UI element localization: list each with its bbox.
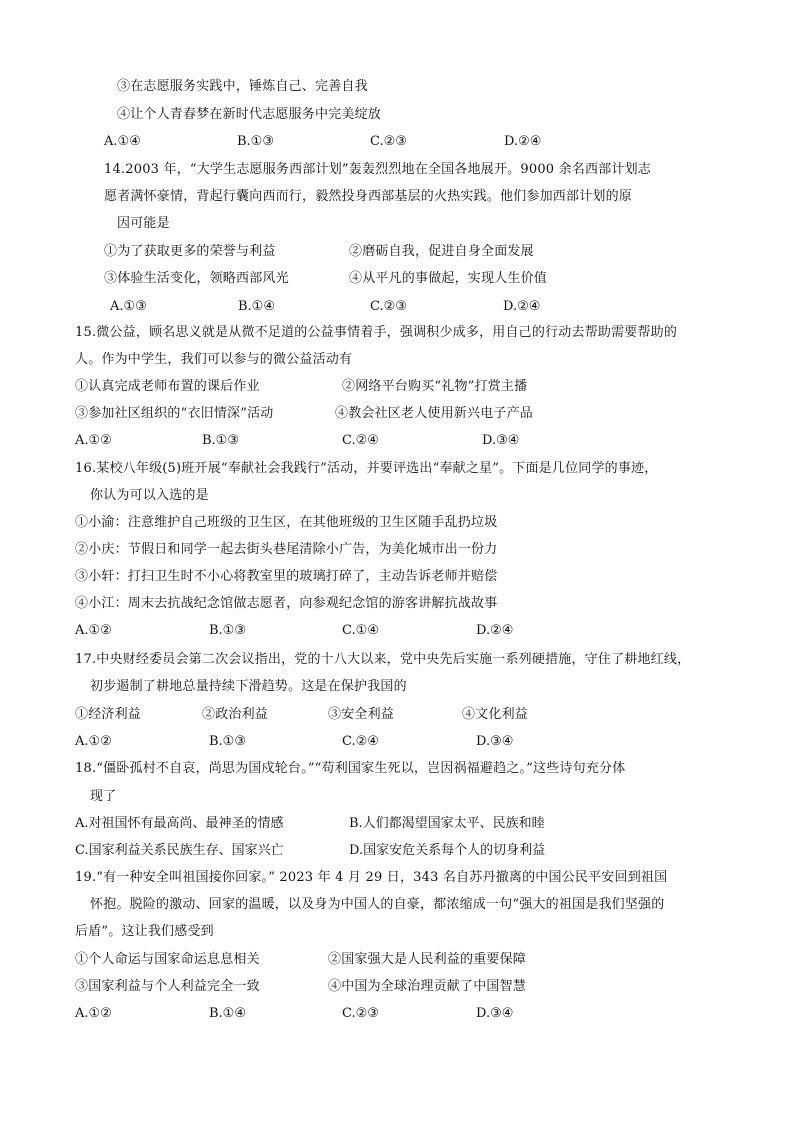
q14-item-4: ④从平凡的事做起，实现人生价值 [349, 271, 548, 286]
q17-item-3: ③安全利益 [328, 707, 395, 722]
q16-stem-line-2: 你认为可以入选的是 [90, 488, 209, 503]
q14-option-a: A.①③ [110, 299, 147, 314]
q18-option-c: C.国家利益关系民族生存、国家兴亡 [75, 843, 284, 858]
q19-item-1: ①个人命运与国家命运息息相关 [75, 952, 260, 967]
q19-option-b: B.①④ [209, 1006, 246, 1021]
q19-option-d: D.③④ [476, 1006, 514, 1021]
q17-stem-line-1: 17.中央财经委员会第二次会议指出，党的十八大以来，党中央先后实施一系列硬措施，守住了耕地红线， [75, 652, 691, 667]
q14-option-b: B.①④ [238, 299, 275, 314]
q13-option-b: B.①③ [237, 134, 274, 149]
q17-item-1: ①经济利益 [75, 707, 142, 722]
q14-item-3: ③体验生活变化，领略西部风光 [104, 271, 289, 286]
q17-option-a: A.①② [75, 734, 112, 749]
q19-stem-line-2: 怀抱。脱险的激动、回家的温暖，以及身为中国人的自豪，都浓缩成一句“强大的祖国是我们坚强的 [90, 897, 665, 912]
q19-stem-line-1: 19.“有一种安全叫祖国接你回家。” 2023 年 4 月 29 日，343 名自苏丹撤离的中国公民平安回到祖国 [75, 870, 668, 885]
q14-stem-line-3: 因可能是 [117, 216, 170, 231]
q17-stem-line-2: 初步遏制了耕地总量持续下滑趋势。这是在保护我国的 [90, 679, 407, 694]
q13-option-c: C.②③ [370, 134, 407, 149]
q13-option-a: A.①④ [104, 134, 141, 149]
q14-item-2: ②磨砺自我，促进自身全面发展 [349, 244, 534, 259]
q18-option-d: D.国家安危关系每个人的切身利益 [349, 843, 546, 858]
q18-option-a: A.对祖国怀有最高尚、最神圣的情感 [75, 816, 284, 831]
q14-option-c: C.②③ [370, 299, 407, 314]
q13-item-4: ④让个人青春梦在新时代志愿服务中完美绽放 [117, 107, 382, 122]
q15-item-3: ③参加社区组织的“衣旧情深”活动 [75, 406, 274, 421]
q16-stem-line-1: 16.某校八年级(5)班开展“奉献社会我践行”活动，并要评选出“奉献之星”。下面是几位同学的事迹， [75, 461, 658, 476]
q15-option-d: D.③④ [482, 433, 520, 448]
q17-option-c: C.②④ [342, 734, 379, 749]
q17-option-b: B.①③ [209, 734, 246, 749]
q17-item-2: ②政治利益 [202, 707, 269, 722]
q14-stem-line-2: 愿者满怀豪情，背起行囊向西而行，毅然投身西部基层的火热实践。他们参加西部计划的原 [104, 189, 633, 204]
q15-item-1: ①认真完成老师布置的课后作业 [75, 379, 260, 394]
q19-option-a: A.①② [75, 1006, 112, 1021]
q14-item-1: ①为了获取更多的荣誉与利益 [104, 244, 276, 259]
q14-option-d: D.②④ [503, 299, 541, 314]
q18-option-b: B.人们都渴望国家太平、民族和睦 [349, 816, 545, 831]
q15-option-c: C.②④ [342, 433, 379, 448]
q16-option-c: C.①④ [342, 623, 379, 638]
q16-option-d: D.②④ [476, 623, 514, 638]
q17-option-d: D.③④ [476, 734, 514, 749]
q15-stem-line-2: 人。作为中学生，我们可以参与的微公益活动有 [75, 352, 353, 367]
q16-item-3: ③小轩：打扫卫生时不小心将教室里的玻璃打碎了，主动告诉老师并赔偿 [75, 569, 498, 584]
q16-item-4: ④小江：周末去抗战纪念馆做志愿者，向参观纪念馆的游客讲解抗战故事 [75, 596, 498, 611]
q15-item-4: ④教会社区老人使用新兴电子产品 [335, 406, 534, 421]
q16-option-a: A.①② [75, 623, 112, 638]
q17-item-4: ④文化利益 [462, 707, 529, 722]
q16-item-2: ②小庆：节假日和同学一起去街头巷尾清除小广告，为美化城市出一份力 [75, 542, 498, 557]
q16-item-1: ①小渝：注意维护自己班级的卫生区，在其他班级的卫生区随手乱扔垃圾 [75, 515, 498, 530]
q19-stem-line-3: 后盾”。这让我们感受到 [75, 924, 214, 939]
q15-option-b: B.①③ [202, 433, 239, 448]
q18-stem-line-2: 现了 [90, 789, 117, 804]
q13-option-d: D.②④ [504, 134, 542, 149]
q15-item-2: ②网络平台购买“礼物”打赏主播 [342, 379, 528, 394]
q16-option-b: B.①③ [209, 623, 246, 638]
q15-option-a: A.①② [75, 433, 112, 448]
q19-item-3: ③国家利益与个人利益完全一致 [75, 979, 260, 994]
q15-stem-line-1: 15.微公益，顾名思义就是从微不足道的公益事情着手，强调积少成多，用自己的行动去帮助需要帮助的 [75, 325, 678, 340]
q19-item-2: ②国家强大是人民利益的重要保障 [328, 952, 527, 967]
q14-stem-line-1: 14.2003 年，“大学生志愿服务西部计划”轰轰烈烈地在全国各地展开。9000 余名西部计划志 [104, 162, 651, 177]
q18-stem-line-1: 18.“僵卧孤村不自哀，尚思为国戍轮台。”“苟利国家生死以，岂因祸福避趋之。”这些诗句充分体 [75, 761, 626, 776]
q19-option-c: C.②③ [342, 1006, 379, 1021]
q19-item-4: ④中国为全球治理贡献了中国智慧 [328, 979, 527, 994]
q13-item-3: ③在志愿服务实践中，锤炼自己、完善自我 [117, 79, 368, 94]
